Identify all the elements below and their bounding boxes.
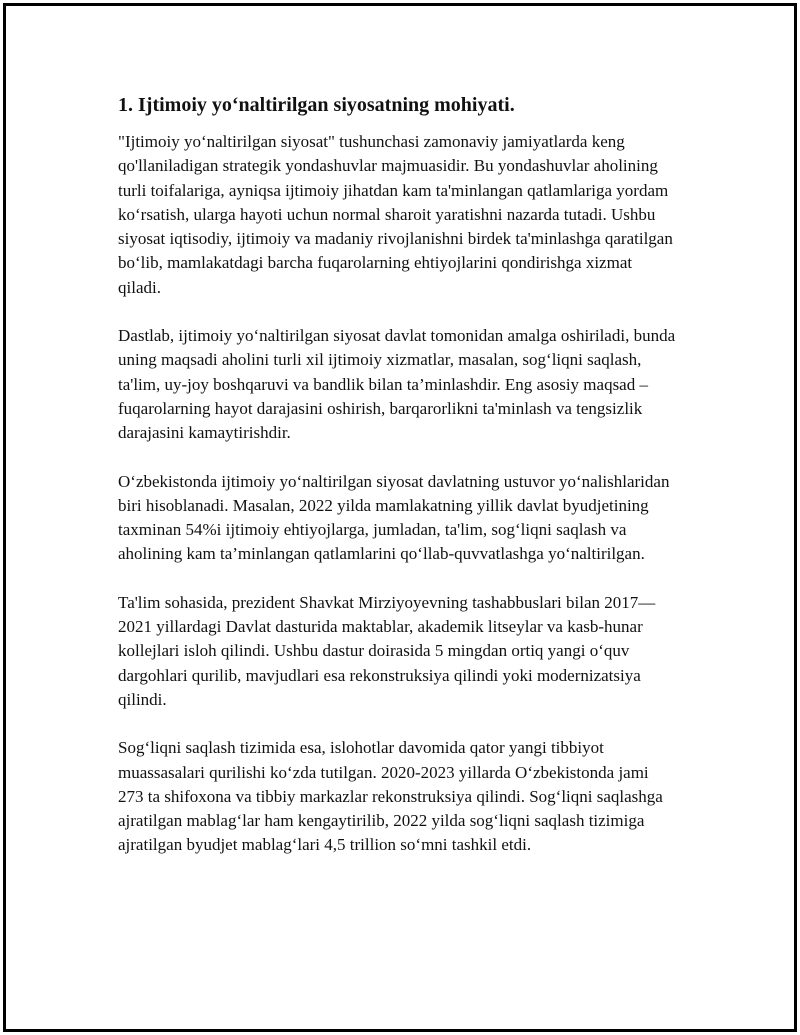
paragraph-2: Dastlab, ijtimoiy yo‘naltirilgan siyosat davlat tomonidan amalga oshiriladi, bunda uning maqsadi aholini turli xil ijtimoiy xizmatlar, masalan, sog‘liqni saqlash, ta'lim, uy-joy boshqaruvi va bandlik bilan ta’minlashdir. Eng asosiy maqsad – fuqarolarning hayot darajasini oshirish, barqarorlikni ta'minlash va tengsizlik darajasini kamaytirishdir. — [118, 326, 676, 443]
document-body — [118, 92, 678, 882]
paragraph-4: Ta'lim sohasida, prezident Shavkat Mirziyoyevning tashabbuslari bilan 2017—2021 yillardagi Davlat dasturida maktablar, akademik litseylar va kasb-hunar kollejlari isloh qilindi. Ushbu dastur doirasida 5 mingdan ortiq yangi o‘quv dargohlari qurilib, mavjudlari esa rekonstruksiya qilindi yoki modernizatsiya qilindi. — [118, 592, 656, 709]
paragraph-1: "Ijtimoiy yo‘naltirilgan siyosat" tushunchasi zamonaviy jamiyatlarda keng qo'llaniladigan strategik yondashuvlar majmuasidir. Bu yondashuvlar aholining turli toifalariga, ayniqsa ijtimoiy jihatdan kam ta'minlangan qatlamlariga yordam ko‘rsatish, ularga hayoti uchun normal sharoit yaratishni nazarda tutadi. Ushbu siyosat iqtisodiy, ijtimoiy va madaniy rivojlanishni birdek ta'minlashga qaratilgan bo‘lib, mamlakatdagi barcha fuqarolarning ehtiyojlarini qondirishga xizmat qiladi. — [118, 132, 673, 297]
section-heading: 1. Ijtimoiy yo‘naltirilgan siyosatning mohiyati. — [118, 94, 515, 116]
paragraph-3: O‘zbekistonda ijtimoiy yo‘naltirilgan siyosat davlatning ustuvor yo‘nalishlaridan biri hisoblanadi. Masalan, 2022 yilda mamlakatning yillik davlat byudjetining taxminan 54%i ijtimoiy ehtiyojlarga, jumladan, ta'lim, sog‘liqni saqlash va aholining kam ta’minlangan qatlamlarini qo‘llab-quvvatlashga yo‘naltirilgan. — [118, 471, 670, 564]
paragraph-5: Sog‘liqni saqlash tizimida esa, islohotlar davomida qator yangi tibbiyot muassasalari qurilishi ko‘zda tutilgan. 2020-2023 yillarda O‘zbekistonda jami 273 ta shifoxona va tibbiy markazlar rekonstruksiya qilindi. Sog‘liqni saqlashga ajratilgan mablag‘lar ham kengaytirilib, 2022 yilda sog‘liqni saqlash tizimiga ajratilgan byudjet mablag‘lari 4,5 trillion so‘mni tashkil etdi. — [118, 738, 663, 855]
